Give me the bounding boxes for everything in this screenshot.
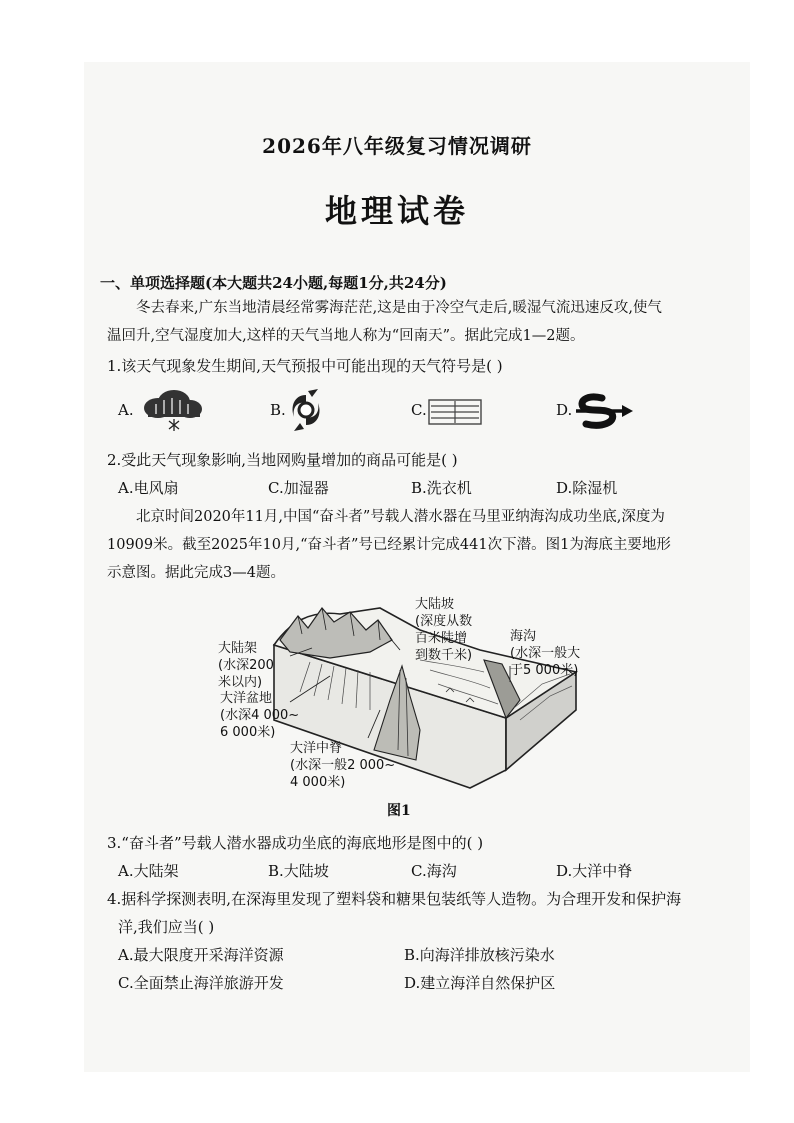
question-1-stem: 1.该天气现象发生期间,天气预报中可能出现的天气符号是( ) (107, 357, 503, 375)
q3-option-c: C.海沟 (411, 862, 457, 880)
passage2-line2: 10909米。截至2025年10月,“奋斗者”号已经累计完成441次下潜。图1为海底主要地形 (107, 537, 671, 553)
passage1-line2: 温回升,空气湿度加大,这样的天气当地人称为“回南天”。据此完成1—2题。 (107, 328, 585, 344)
figure-caption: 图1 (387, 803, 411, 819)
q3-option-d: D.大洋中脊 (556, 862, 633, 880)
figure-leader-lines (200, 590, 600, 790)
fog-icon (428, 399, 482, 425)
q4-option-b: B.向海洋排放核污染水 (404, 946, 555, 964)
question-4-stem-line1: 4.据科学探测表明,在深海里发现了塑料袋和糖果包装纸等人造物。为合理开发和保护海 (107, 890, 682, 908)
q3-option-a: A.大陆架 (118, 862, 179, 880)
exam-title: 2026年八年级复习情况调研 (262, 134, 532, 158)
label-continental-shelf: 大陆架 (水深200 米以内) (218, 641, 274, 690)
question-4-stem-line2: 洋,我们应当( ) (118, 918, 215, 936)
q4-option-a: A.最大限度开采海洋资源 (118, 946, 284, 964)
label-trench: 海沟 (水深一般大 于5 000米) (510, 629, 581, 678)
q1-option-b-label: B. (270, 401, 286, 419)
q4-option-d: D.建立海洋自然保护区 (404, 974, 556, 992)
question-2-stem: 2.受此天气现象影响,当地网购量增加的商品可能是( ) (107, 451, 458, 469)
q1-option-c-label: C. (411, 401, 427, 419)
passage2-line3: 示意图。据此完成3—4题。 (107, 565, 285, 581)
label-continental-slope: 大陆坡 (深度从数 百米陡增 到数千米) (415, 597, 473, 663)
label-mid-ocean-ridge: 大洋中脊 (水深一般2 000~ 4 000米) (290, 741, 396, 790)
gale-icon (572, 392, 634, 430)
q2-option-c: C.加湿器 (268, 479, 329, 497)
q4-option-c: C.全面禁止海洋旅游开发 (118, 974, 284, 992)
q1-option-d-label: D. (556, 401, 573, 419)
passage1-line1: 冬去春来,广东当地清晨经常雾海茫茫,这是由于冷空气走后,暖湿气流迅速反攻,使气 (136, 300, 662, 316)
label-ocean-basin: 大洋盆地 (水深4 000~ 6 000米) (220, 691, 300, 740)
q3-option-b: B.大陆坡 (268, 862, 329, 880)
question-3-stem: 3.“奋斗者”号载人潜水器成功坐底的海底地形是图中的( ) (107, 834, 484, 852)
rain-snow-icon (136, 388, 208, 432)
q2-option-d: D.除湿机 (556, 479, 618, 497)
q2-option-a: A.电风扇 (118, 479, 179, 497)
q1-option-a-label: A. (118, 401, 134, 419)
passage2-line1: 北京时间2020年11月,中国“奋斗者”号载人潜水器在马里亚纳海沟成功坐底,深度为 (136, 509, 665, 525)
q2-option-b: B.洗衣机 (411, 479, 472, 497)
exam-subject-title: 地理试卷 (324, 192, 469, 230)
section-heading: 一、单项选择题(本大题共24小题,每题1分,共24分) (100, 274, 447, 292)
typhoon-icon (288, 387, 324, 433)
